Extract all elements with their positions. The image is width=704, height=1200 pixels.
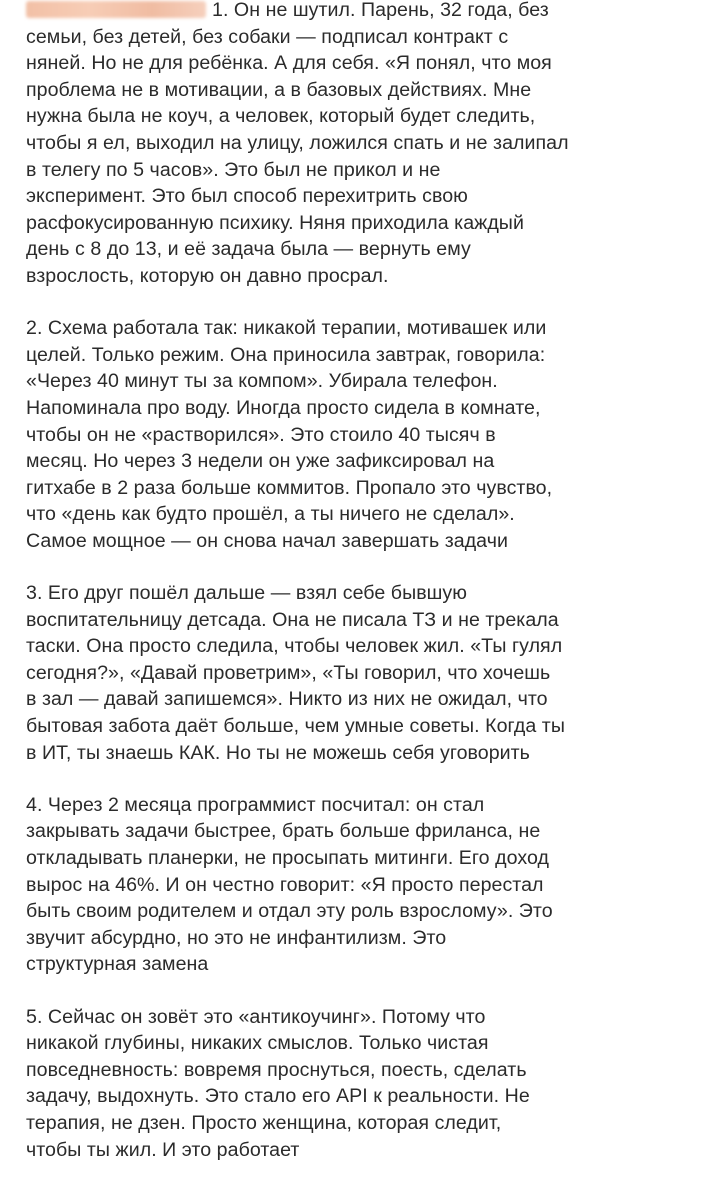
redacted-name-blur	[26, 1, 206, 18]
paragraph-2: 2. Схема работала так: никакой терапии, мотивашек или целей. Только режим. Она приносила завтрак, говорила: «Через 40 минут ты за компом». Убирала телефон. Напоминала про воду. Иногда просто сидела в комнате, чтобы он не «растворился». Это стоило 40 тысяч в месяц. Но через 3 недели он уже зафиксировал на гитхабе в 2 раза больше коммитов. Пропало это чувство, что «день как будто прошёл, а ты ничего не сделал». Самое мощное — он снова начал завершать задачи	[26, 317, 553, 552]
paragraph-3: 3. Его друг пошёл дальше — взял себе бывшую воспитательницу детсада. Она не писала ТЗ и не трекала таски. Она просто следила, чтобы человек жил. «Ты гулял сегодня?», «Давай проветрим», «Ты говорил, что хочешь в зал — давай запишемся». Никто из них не ожидал, что бытовая забота даёт больше, чем умные советы. Когда ты в ИТ, ты знаешь КАК. Но ты не можешь себя уговорить	[26, 582, 565, 764]
post-body	[26, 0, 691, 1163]
paragraph-1	[26, 0, 691, 290]
paragraph-5: 5. Сейчас он зовёт это «антикоучинг». Потому что никакой глубины, никаких смыслов. Только чистая повседневность: вовремя проснуться, поесть, сделать задачу, выдохнуть. Это стало его API к реальности. Не терапия, не дзен. Просто женщина, которая следит, чтобы ты жил. И это работает	[26, 1005, 530, 1161]
paragraph-1-text: 1. Он не шутил. Парень, 32 года, без семьи, без детей, без собаки — подписал контракт с няней. Но не для ребёнка. А для себя. «Я понял, что моя проблема не в мотивации, а в базовых действиях. Мне нужна была не коуч, а человек, который будет следить, чтобы я ел, выходил на улицу, ложился спать и не залипал в телегу по 5 часов». Это был не прикол и не эксперимент. Это был способ перехитрить свою расфокусированную психику. Няня приходила каждый день с 8 до 13, и её задача была — вернуть ему взрослость, которую он давно просрал.	[26, 0, 569, 287]
paragraph-4: 4. Через 2 месяца программист посчитал: он стал закрывать задачи быстрее, брать больше фриланса, не откладывать планерки, не просыпать митинги. Его доход вырос на 46%. И он честно говорит: «Я просто перестал быть своим родителем и отдал эту роль взрослому». Это звучит абсурдно, но это не инфантилизм. Это структурная замена	[26, 793, 553, 976]
